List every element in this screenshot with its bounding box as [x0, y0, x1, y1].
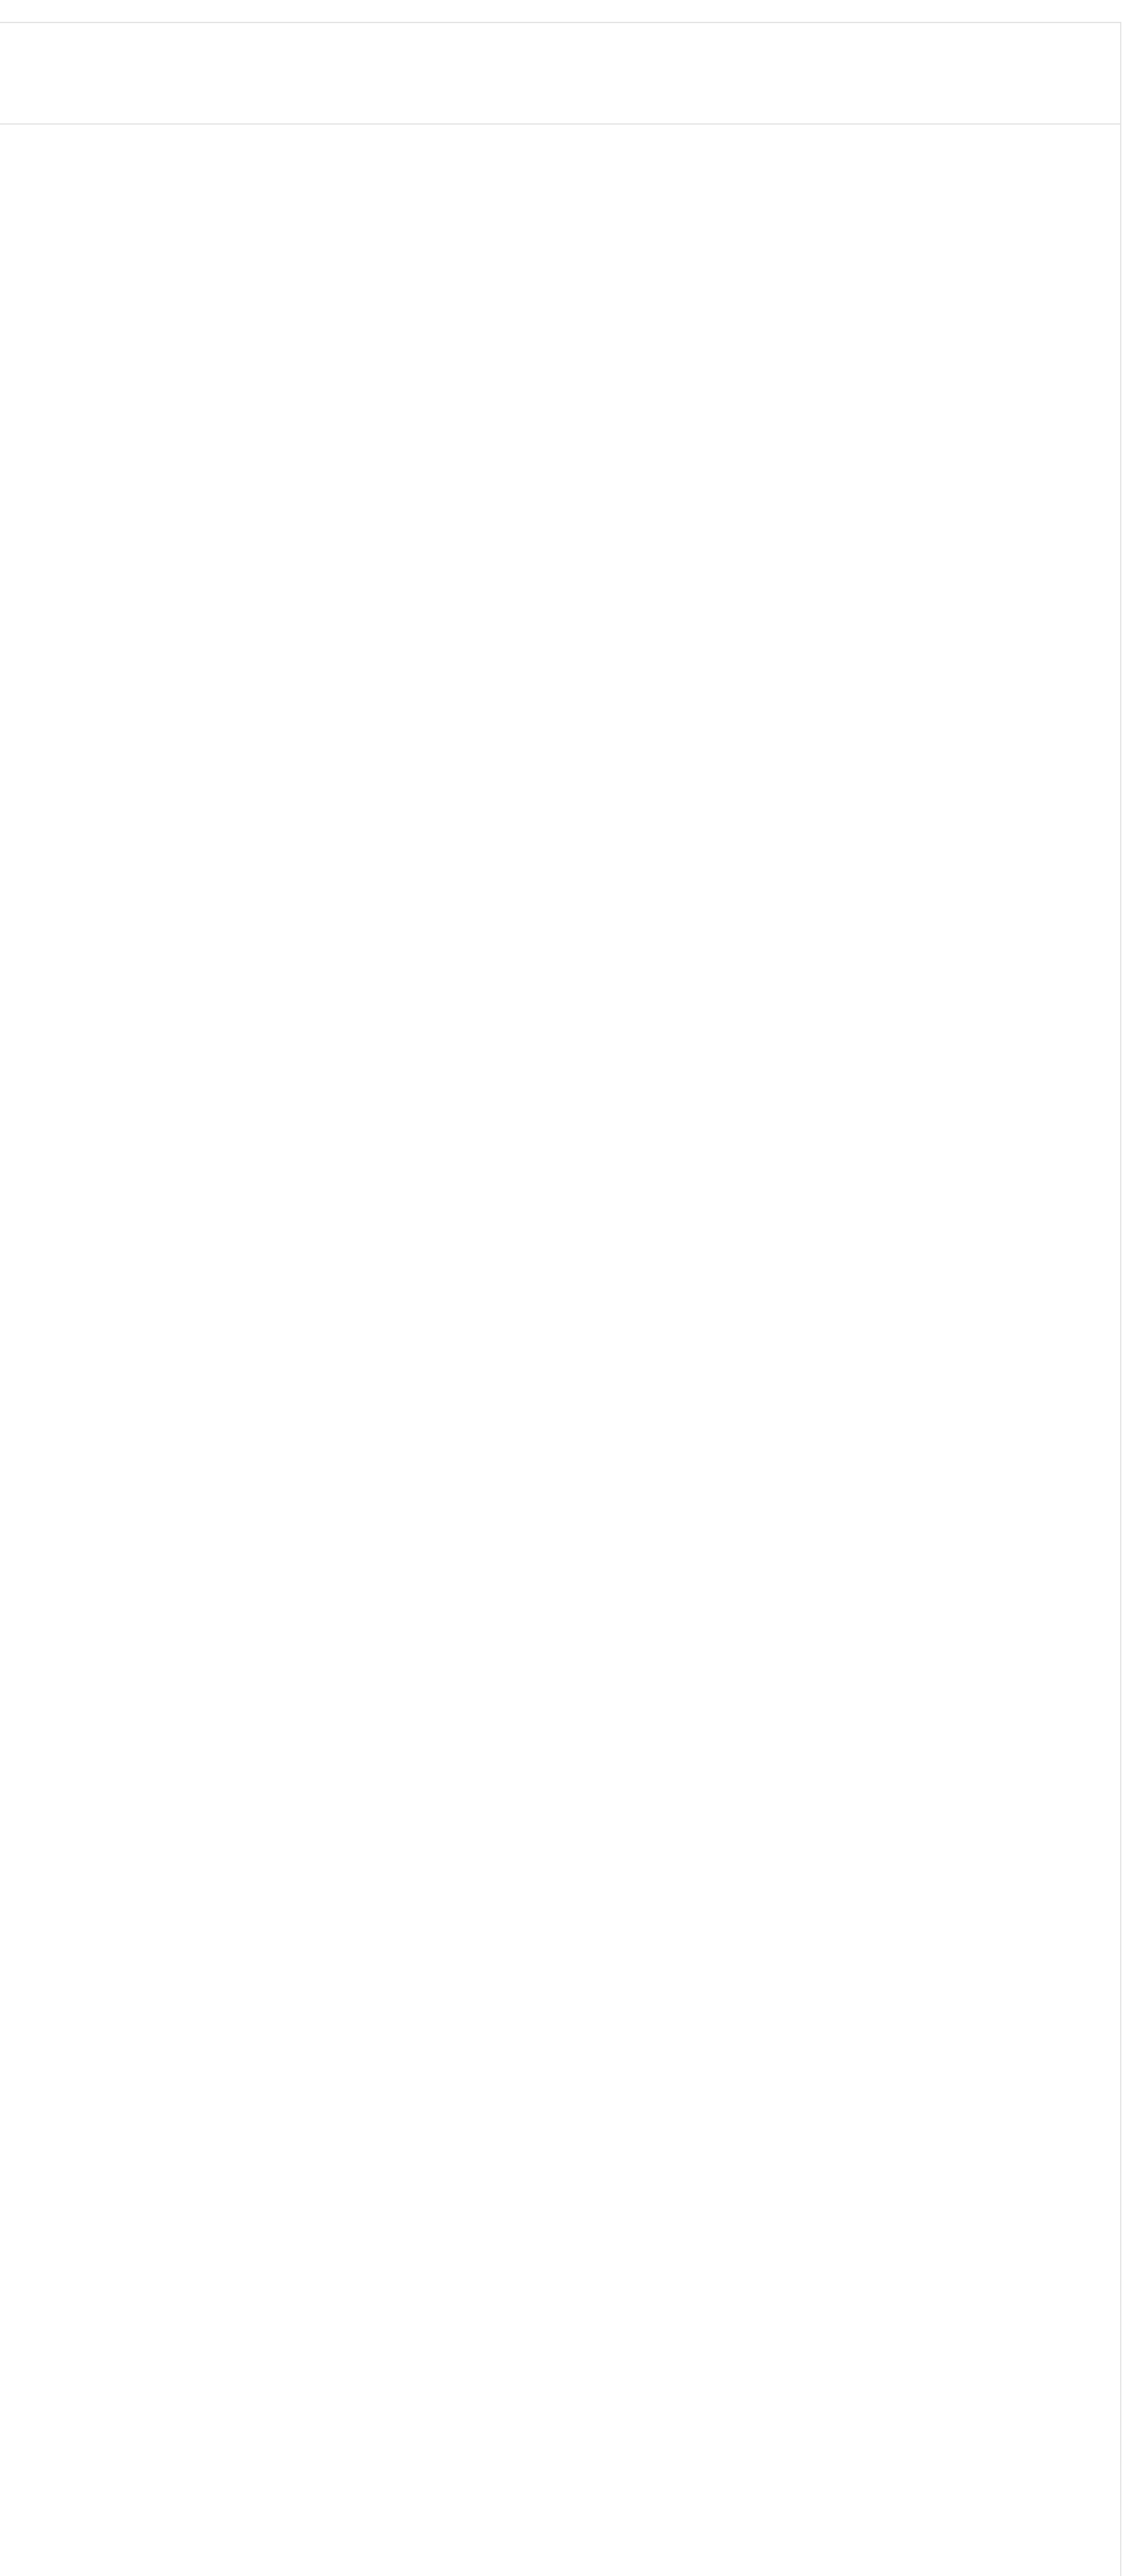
header-required [760, 23, 940, 123]
header-alternative-comment [572, 23, 739, 123]
header-private [947, 23, 1114, 123]
header-data-types [198, 23, 385, 123]
header-alternative-label [385, 23, 552, 123]
resource-template-table [0, 22, 1121, 2576]
table-header-row [0, 23, 1121, 125]
header-property [12, 23, 146, 123]
